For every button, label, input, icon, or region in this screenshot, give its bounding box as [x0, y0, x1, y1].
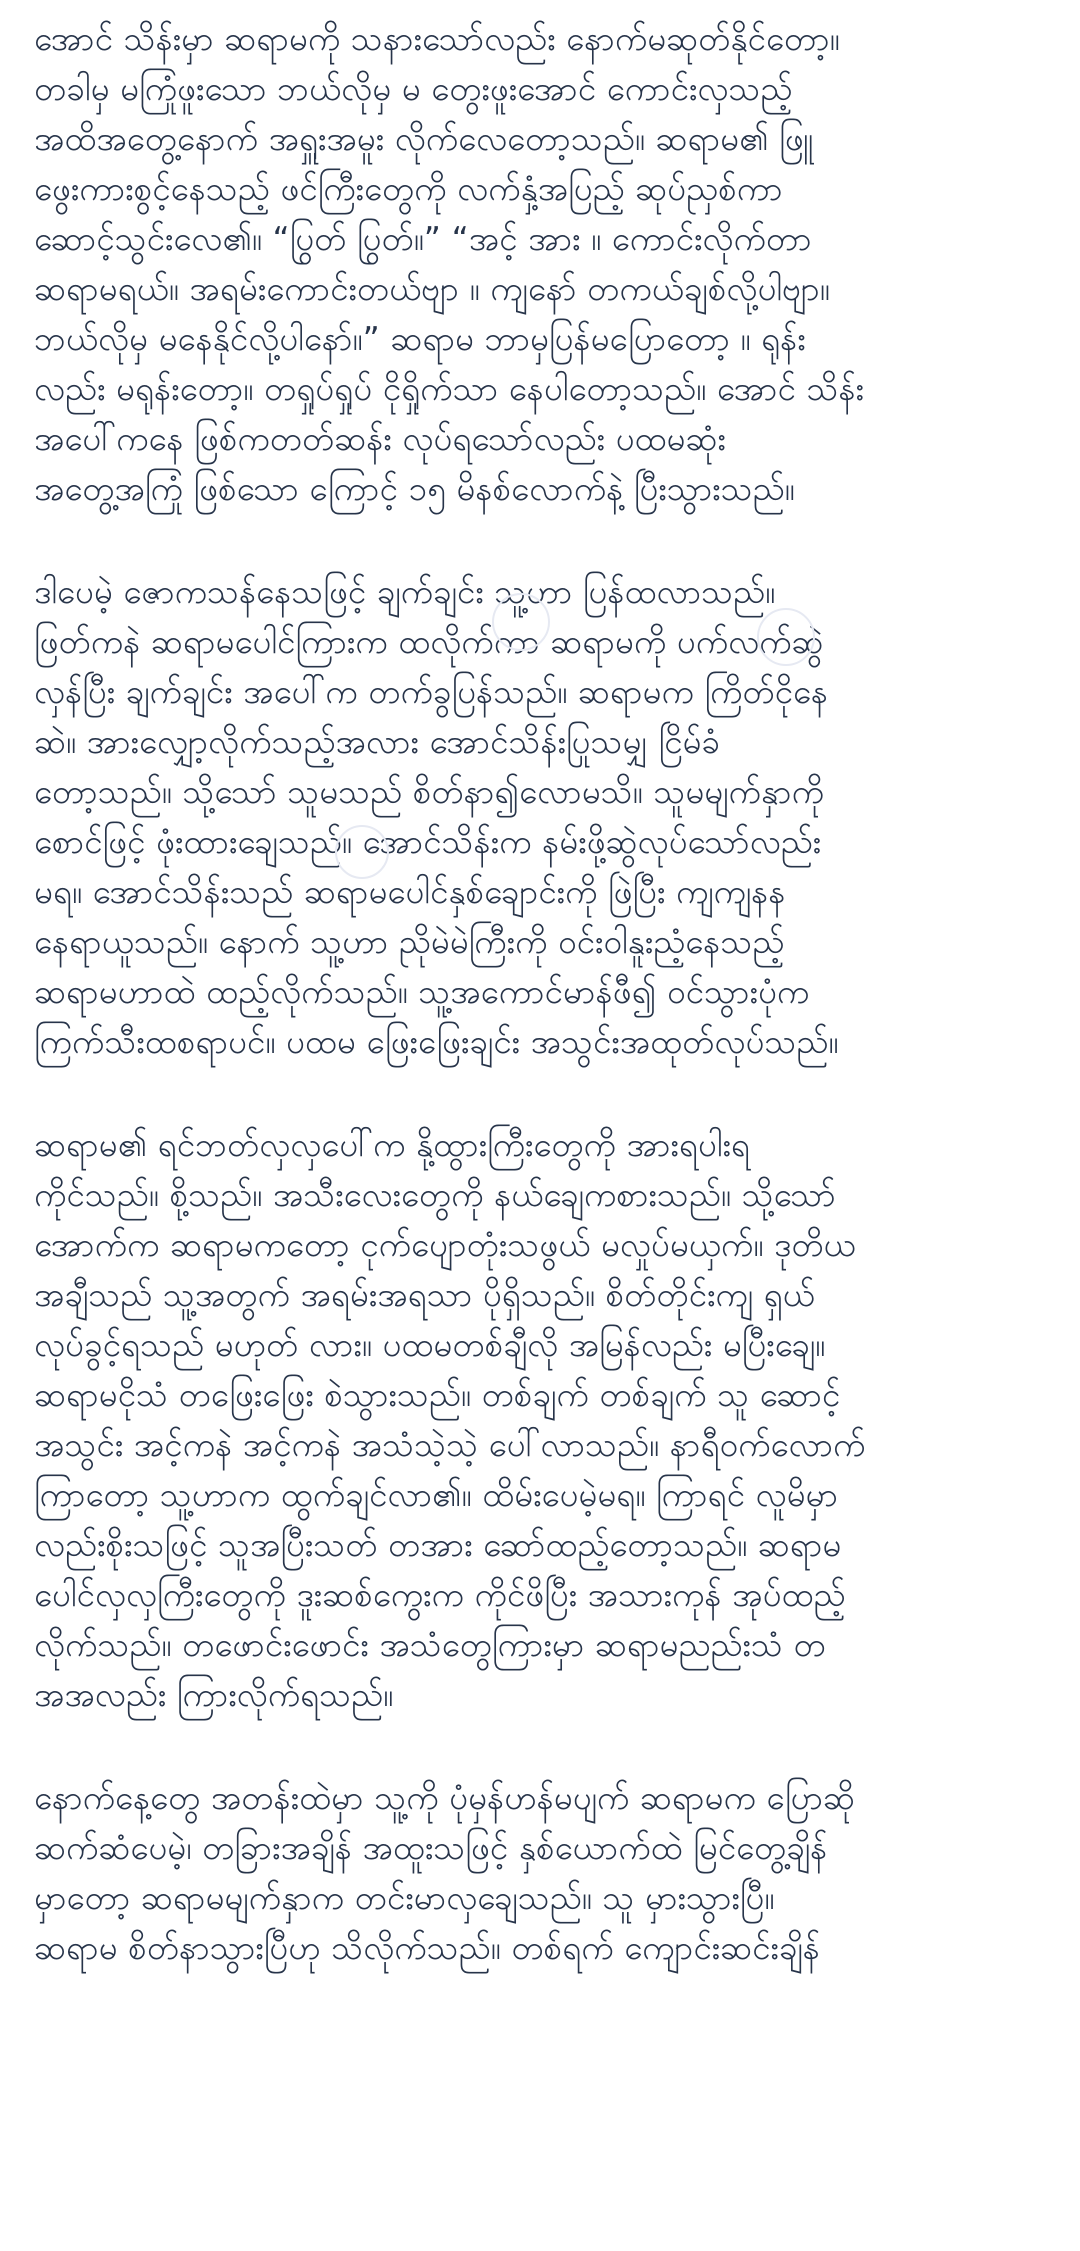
- loading-ring-icon: [757, 608, 815, 666]
- loading-ring-icon: [492, 593, 550, 651]
- paragraph-4: နောက်နေ့တွေ အတန်းထဲမှာ သူ့ကို ပုံမှန်ဟန်မပျက် ဆရာမက ပြောဆို ဆက်ဆံပေမဲ့၊ တခြားအချိန် အထူးသဖြင့် နှစ်ယောက်ထဲ မြင်တွေ့ချိန် မှာတော့ ဆရာမမျက်နှာက တင်းမာလှချေသည်။ သူ မှားသွားပြီ။ ဆရာမ စိတ်နာသွားပြီဟု သိလိုက်သည်။ တစ်ရက် ကျောင်းဆင်းချိန်: [34, 1778, 856, 1967]
- paragraph-2: ဒါပေမဲ့ ဇောကသန်နေသဖြင့် ချက်ချင်း သူ့ဟာ ပြန်ထလာသည်။ ဖြတ်ကနဲ ဆရာမပေါင်ကြားက ထလိုက်ကာ ဆရာမကို ပက်လက်ဆွဲ လှန်ပြီး ချက်ချင်း အပေါ်က တက်ခွပြန်သည်။ ဆရာမက ကြိတ်ငိုနေ ဆဲ။ အားလျှော့လိုက်သည့်အလား အောင်သိန်းပြုသမျှ ငြိမ်ခံ တော့သည်။ သို့သော် သူမသည် စိတ်နာ၍လောမသိ။ သူမမျက်နှာကို စောင်ဖြင့် ဖုံးထားချေသည်။ အောင်သိန်းက နမ်းဖို့ဆွဲလုပ်သော်လည်း မရ။ အောင်သိန်းသည် ဆရာမပေါင်နှစ်ချောင်းကို ဖြဲပြီး ကျကျနန နေရာယူသည်။ နောက် သူ့ဟာ ညိုမဲမဲကြီးကို ဝင်းဝါနူးညံ့နေသည့် ဆရာမဟာထဲ ထည့်လိုက်သည်။ သူ့အကောင်မာန်ဖီ၍ ဝင်သွားပုံက ကြက်သီးထစရာပင်။ ပထမ ဖြေးဖြေးချင်း အသွင်းအထုတ်လုပ်သည်။: [34, 572, 839, 1061]
- paragraph-3: ဆရာမ၏ ရင်ဘတ်လှလှပေါ်က နို့ထွားကြီးတွေကို အားရပါးရ ကိုင်သည်။ စို့သည်။ အသီးလေးတွေကို နယ်ချေကစားသည်။ သို့သော် အောက်က ဆရာမကတော့ ငုက်ပျောတုံးသဖွယ် မလှုပ်မယှက်။ ဒုတိယ အချီသည် သူ့အတွက် အရမ်းအရသာ ပိုရှိသည်။ စိတ်တိုင်းကျ ရှယ် လုပ်ခွင့်ရသည် မဟုတ် လား။ ပထမတစ်ချီလို အမြန်လည်း မပြီးချေ။ ဆရာမငိုသံ တဖြေးဖြေး စဲသွားသည်။ တစ်ချက် တစ်ချက် သူ ဆောင့် အသွင်း အင့်ကနဲ အင့်ကနဲ အသံသဲ့သဲ့ ပေါ်လာသည်။ နာရီဝက်လောက် ကြာတော့ သူ့ဟာက ထွက်ချင်လာ၏။ ထိမ်းပေမဲ့မရ။ ကြာရင် လူမိမှာ လည်းစိုးသဖြင့် သူအပြီးသတ် တအား ဆော်ထည့်တော့သည်။ ဆရာမ ပေါင်လှလှကြီးတွေကို ဒူးဆစ်ကွေးက ကိုင်ဖိပြီး အသားကုန် အုပ်ထည့် လိုက်သည်။ တဖောင်းဖောင်း အသံတွေကြားမှာ ဆရာမညည်းသံ တ အအလည်း ကြားလိုက်ရသည်။: [34, 1125, 866, 1714]
- paragraph-1: အောင် သိန်းမှာ ဆရာမကို သနားသော်လည်း နောက်မဆုတ်နိုင်တော့။ တခါမှ မကြုံဖူးသော ဘယ်လိုမှ မ တွေးဖူးအောင် ကောင်းလှသည့် အထိအတွေ့နောက် အရှူးအမူး လိုက်လေတော့သည်။ ဆရာမ၏ ဖြူ ဖွေးကားစွင့်နေသည့် ဖင်ကြီးတွေကို လက်နှံ့အပြည့် ဆုပ်ညှစ်ကာ ဆောင့်သွင်းလေ၏။ “ပြွတ် ပြွတ်။” “အင့် အား ။ ကောင်းလိုက်တာ ဆရာမရယ်။ အရမ်းကောင်းတယ်ဗျာ ။ ကျနော် တကယ်ချစ်လို့ပါဗျာ။ ဘယ်လိုမှ မနေနိုင်လို့ပါနော်။” ဆရာမ ဘာမှပြန်မပြောတော့ ။ ရုန်း လည်း မရုန်းတော့။ တရှုပ်ရှုပ် ငိုရှိုက်သာ နေပါတော့သည်။ အောင် သိန်း အပေါ်ကနေ ဖြစ်ကတတ်ဆန်း လုပ်ရသော်လည်း ပထမဆုံး အတွေ့အကြုံ ဖြစ်သော ကြောင့် ၁၅ မိနစ်လောက်နဲ့ ပြီးသွားသည်။: [34, 19, 865, 508]
- loading-ring-icon: [335, 825, 389, 879]
